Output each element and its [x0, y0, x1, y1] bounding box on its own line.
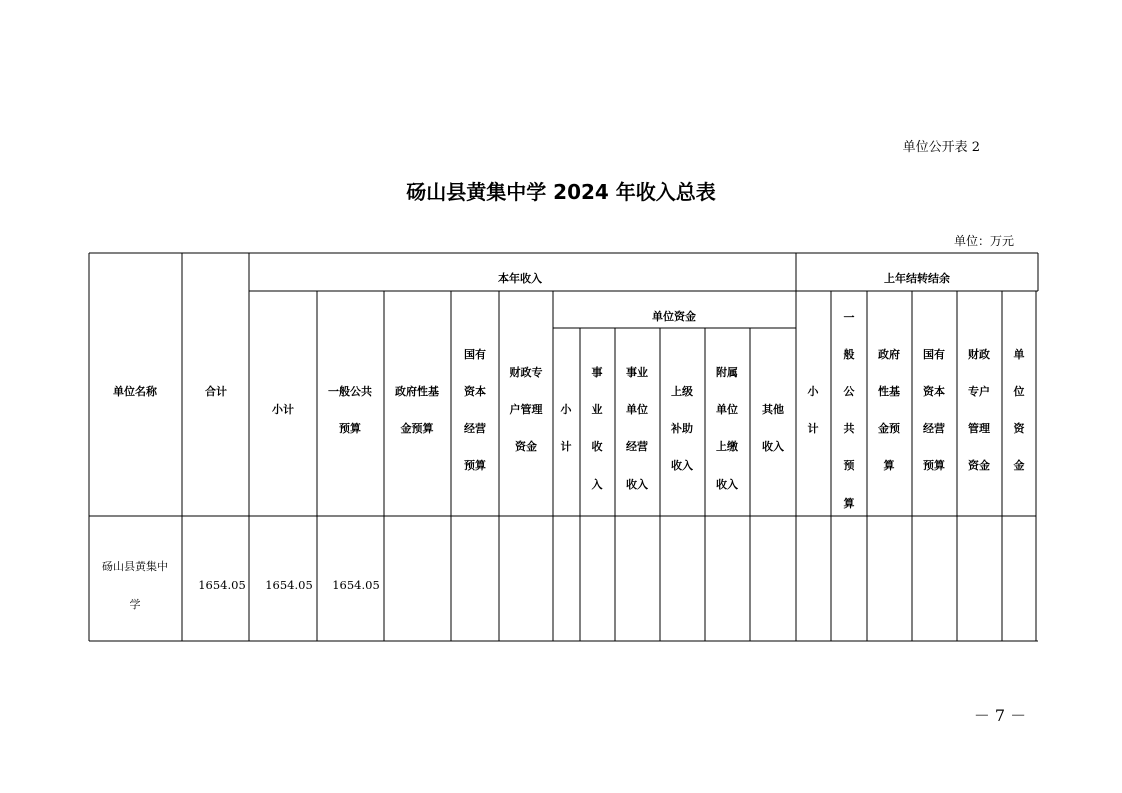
header-prev-year-carryover: 上年结转结余	[884, 272, 950, 285]
header-cur-state-capital-4: 预算	[464, 459, 486, 472]
header-prev-gov-fund-4: 算	[883, 459, 895, 472]
header-cur-general-budget-2: 预算	[339, 422, 361, 435]
header-uf-other-1: 其他	[762, 403, 784, 416]
header-prev-unit-funds-2: 位	[1013, 385, 1025, 398]
header-prev-subtotal-2: 计	[807, 422, 819, 435]
header-cur-gov-fund-2: 金预算	[400, 422, 434, 435]
table-row	[102, 559, 380, 611]
header-uf-subtotal-2: 计	[560, 440, 572, 453]
header-current-year-income: 本年收入	[498, 272, 542, 285]
header-total: 合计	[205, 385, 227, 398]
cell-total: 1654.05	[198, 578, 246, 592]
header-uf-business-3: 收	[591, 440, 603, 453]
header-cur-fiscal-special-3: 资金	[515, 440, 537, 453]
header-prev-unit-funds-3: 资	[1013, 422, 1025, 435]
header-cur-state-capital-2: 资本	[464, 385, 486, 398]
header-uf-subtotal-1: 小	[560, 403, 572, 416]
header-uf-business-4: 入	[591, 478, 603, 491]
header-prev-general-6: 算	[843, 497, 855, 510]
header-cur-state-capital-1: 国有	[464, 348, 486, 361]
header-cur-general-budget-1: 一般公共	[328, 385, 372, 398]
header-prev-unit-funds-1: 单	[1013, 348, 1025, 361]
header-unit-funds: 单位资金	[652, 310, 696, 323]
header-unit-name: 单位名称	[113, 385, 157, 398]
header-prev-fiscal-special-2: 专户	[968, 385, 990, 398]
header-prev-state-capital-1: 国有	[923, 348, 945, 361]
header-uf-operating-1: 事业	[626, 366, 648, 379]
header-uf-business-2: 业	[591, 403, 603, 416]
header-prev-general-3: 公	[843, 385, 855, 398]
header-uf-affiliated-3: 上缴	[716, 440, 738, 453]
header-prev-state-capital-2: 资本	[923, 385, 945, 398]
header-prev-general-5: 预	[843, 459, 855, 472]
header-prev-unit-funds-4: 金	[1013, 459, 1025, 472]
page-number: － 7 －	[973, 706, 1027, 725]
header-prev-general-4: 共	[843, 422, 855, 435]
header-prev-gov-fund-1: 政府	[878, 348, 900, 361]
header-prev-state-capital-4: 预算	[923, 459, 945, 472]
cell-current-subtotal: 1654.05	[265, 578, 313, 592]
header-cur-gov-fund-1: 政府性基	[395, 385, 439, 398]
header-uf-superior-3: 收入	[671, 459, 693, 472]
header-uf-affiliated-4: 收入	[716, 478, 738, 491]
header-prev-subtotal-1: 小	[807, 385, 819, 398]
header-prev-fiscal-special-4: 资金	[968, 459, 990, 472]
header-prev-general-2: 般	[843, 348, 855, 361]
header-prev-gov-fund-3: 金预	[878, 422, 900, 435]
header-prev-fiscal-special-3: 管理	[968, 422, 990, 435]
header-uf-operating-2: 单位	[626, 403, 648, 416]
header-uf-operating-3: 经营	[626, 440, 648, 453]
cell-general-budget: 1654.05	[332, 578, 380, 592]
header-uf-affiliated-1: 附属	[716, 366, 738, 379]
cell-unit-name-2: 学	[129, 598, 141, 611]
unit-label: 单位：万元	[953, 234, 1014, 248]
header-prev-general-1: 一	[843, 311, 855, 324]
document-title: 砀山县黄集中学 2024 年收入总表	[406, 180, 716, 204]
header-uf-affiliated-2: 单位	[716, 403, 738, 416]
header-cur-subtotal: 小计	[272, 403, 294, 416]
header-prev-gov-fund-2: 性基	[878, 385, 900, 398]
header-prev-state-capital-3: 经营	[923, 422, 945, 435]
form-number: 单位公开表 2	[902, 140, 980, 155]
header-cur-fiscal-special-2: 户管理	[509, 403, 543, 416]
cell-unit-name-1: 砀山县黄集中	[102, 560, 168, 573]
header-uf-business-1: 事	[591, 366, 603, 379]
header-uf-other-2: 收入	[762, 440, 784, 453]
header-uf-superior-2: 补助	[671, 422, 693, 435]
header-cur-state-capital-3: 经营	[464, 422, 486, 435]
header-uf-superior-1: 上级	[671, 385, 693, 398]
header-uf-operating-4: 收入	[626, 478, 648, 491]
header-prev-fiscal-special-1: 财政	[968, 348, 990, 361]
header-cur-fiscal-special-1: 财政专	[509, 366, 543, 379]
